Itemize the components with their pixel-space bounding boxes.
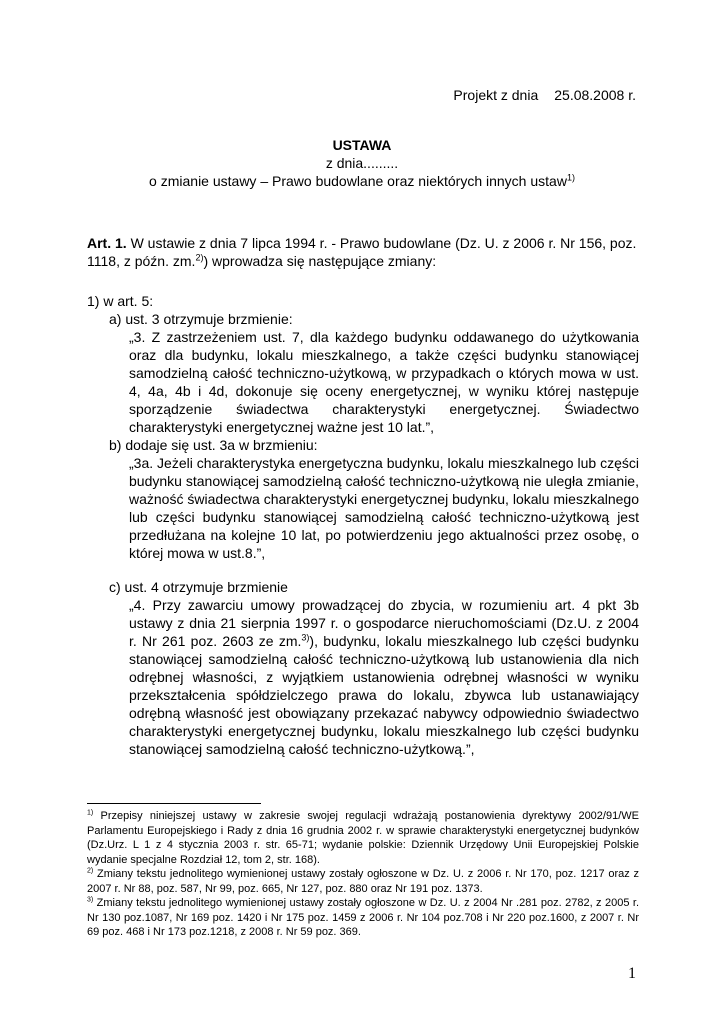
act-title-block	[0, 136, 724, 190]
item-1-label: 1) w art. 5:	[87, 293, 154, 309]
item-1a-quote-text: „3. Z zastrzeżeniem ust. 7, dla każdego budynku oddawanego do użytkowania oraz dla budynku, lokalu mieszkalnego, a także części budynku stanowiącej samodzielną całość techniczno-użytkową, w przypadkach o których mowa w ust. 4, 4a, 4b i 4d, dokonuje się oceny energetycznej, w wyniku której następuje sporządzenie świadectwa charakterystyki energetycznej. Świadectwo charakterystyki energetycznej ważne jest 10 lat.”,	[129, 329, 639, 435]
footnote-3-text: Zmiany tekstu jednolitego wymienionej ustawy zostały ogłoszone w Dz. U. z 2004 Nr .281 poz. 2782, z 2005 r. Nr 130 poz.1087, Nr 169 poz. 1420 i Nr 175 poz. 1459 z 2006 r. Nr 104 poz.708 i Nr 220 poz.1600, z 2007 r. Nr 69 poz. 468 i Nr 173 poz.1218, z 2008 r. Nr 59 poz. 369.	[87, 897, 639, 938]
act-date-line: z dnia.........	[325, 155, 399, 171]
article-1	[87, 234, 639, 270]
act-heading: USTAWA	[332, 137, 392, 153]
footnote-2	[87, 867, 639, 896]
item-1b-quote	[87, 454, 639, 562]
item-1c-quote	[87, 596, 639, 758]
article-1-label: Art. 1.	[87, 235, 127, 251]
item-1a-quote	[87, 328, 639, 436]
item-1a-label: a) ust. 3 otrzymuje brzmienie:	[109, 311, 293, 327]
footnote-1-text: Przepisy niniejszej ustawy w zakresie swojej regulacji wdrażają postanowienia dyrektywy 2002/91/WE Parlamentu Europejskiego i Rady z dnia 16 grudnia 2002 r. w sprawie charakterystyki energetycznej budynków (Dz.Urz. L 1 z 4 stycznia 2003 r. str. 65-71; wydanie polskie: Dziennik Urzędowy Unii Europejskiej Polskie wydanie specjalne Rozdział 12, tom 2, str. 168).	[87, 810, 639, 866]
footnote-2-mark: 2)	[87, 867, 94, 875]
item-1c-quote-text-a: „4. Przy zawarciu umowy prowadzącej do zbycia, w rozumieniu art. 4 pkt 3b ustawy z dnia 21 sierpnia 1997 r. o gospodarce nieruchomościami (Dz.U. z 2004 r. Nr 261 poz. 2603 ze zm.	[129, 597, 639, 649]
article-1-text-a: W ustawie z dnia 7 lipca 1994 r. - Prawo budowlane (Dz. U. z 2006 r. Nr 156, poz. 1118, z późn. zm.	[87, 235, 637, 269]
project-date-header	[453, 87, 636, 103]
act-subject-text: o zmianie ustawy – Prawo budowlane oraz niektórych innych ustaw	[149, 173, 567, 189]
act-subject	[0, 172, 724, 190]
article-1-text-b: ) wprowadza się następujące zmiany:	[203, 253, 437, 269]
footnotes	[87, 809, 639, 940]
item-1b-quote-text: „3a. Jeżeli charakterystyka energetyczna budynku, lokalu mieszkalnego lub części budynku stanowiącej samodzielną całość techniczno-użytkową nie uległa zmianie, ważność świadectwa charakterystyki energetycznej budynku, lokalu mieszkalnego lub części budynku stanowiącej samodzielną całość techniczno-użytkową jest przedłużana na kolejne 10 lat, po potwierdzeniu jego aktualności przez osobę, o której mowa w ust.8.”,	[129, 455, 639, 561]
item-1c-quote-text-b: ), budynku, lokalu mieszkalnego lub części budynku stanowiącej samodzielną całość techniczno-użytkową lub ustanowienia dla nich odrębnej własności, z wyjątkiem ustanowienia odrębnej własności w wyniku przekształcenia spółdzielczego prawa do lokalu, zbywca lub ustanawiający odrębną własność jest obowiązany przekazać nabywcy odpowiednio świadectwo charakterystyki energetycznej budynku, lokalu mieszkalnego lub części budynku stanowiącej samodzielną całość techniczno-użytkową.”,	[129, 633, 639, 757]
footnote-ref-1: 1)	[566, 172, 575, 183]
footnote-3-mark: 3)	[87, 896, 94, 904]
footnote-ref-2: 2)	[195, 252, 204, 263]
footnote-3	[87, 896, 639, 940]
footnote-1	[87, 809, 639, 867]
act-body	[87, 234, 639, 758]
page-number: 1	[628, 965, 636, 982]
footnote-separator	[87, 803, 261, 804]
item-1c-label: c) ust. 4 otrzymuje brzmienie	[109, 579, 288, 595]
item-1b-label: b) dodaje się ust. 3a w brzmieniu:	[109, 437, 318, 453]
project-label: Projekt z dnia	[453, 87, 539, 103]
footnote-2-text: Zmiany tekstu jednolitego wymienionej ustawy zostały ogłoszone w Dz. U. z 2006 r. Nr 170, poz. 1217 oraz z 2007 r. Nr 88, poz. 587, Nr 99, poz. 665, Nr 127, poz. 880 oraz Nr 191 poz. 1373.	[87, 868, 639, 895]
footnote-ref-3: 3)	[301, 632, 310, 643]
footnote-1-mark: 1)	[87, 809, 94, 817]
project-date: 25.08.2008 r.	[554, 87, 636, 103]
